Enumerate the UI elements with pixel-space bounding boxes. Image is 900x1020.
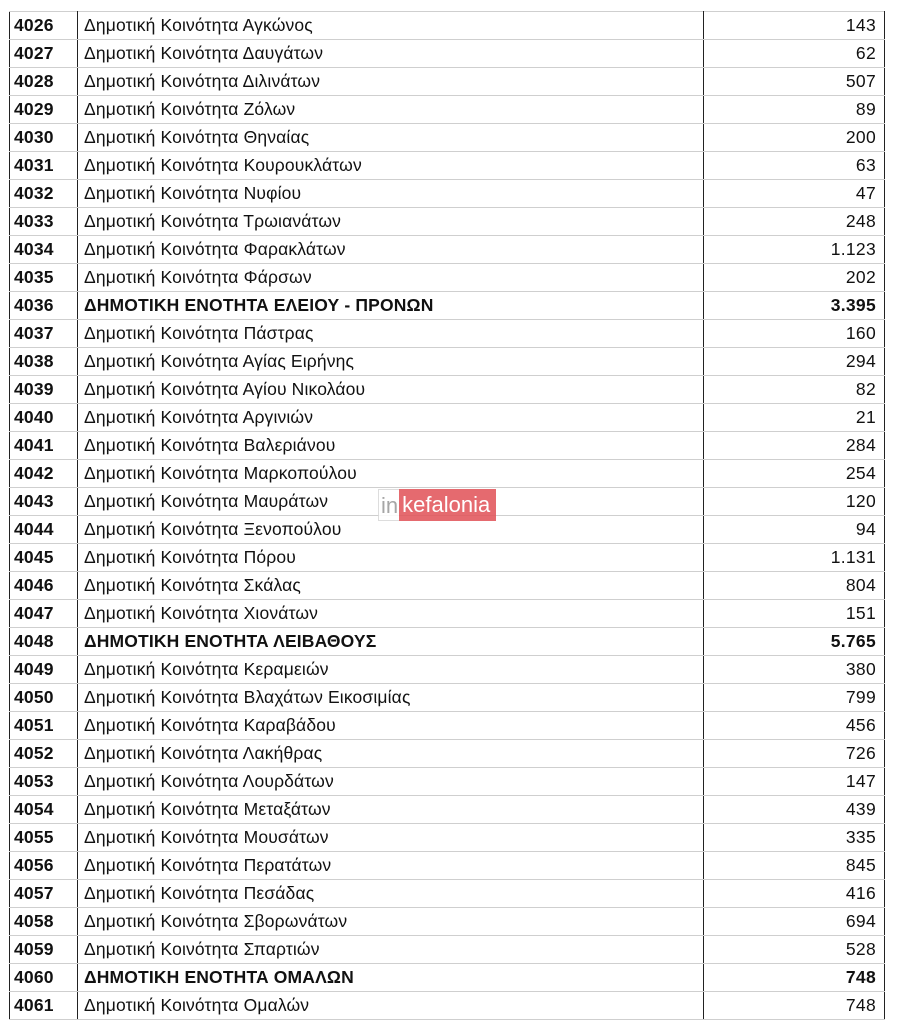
- population-value: 21: [704, 404, 885, 432]
- row-code: 4049: [10, 656, 78, 684]
- row-code: 4057: [10, 880, 78, 908]
- table-row: [10, 880, 885, 908]
- population-value: 89: [704, 96, 885, 124]
- population-value: 335: [704, 824, 885, 852]
- row-code: 4047: [10, 600, 78, 628]
- row-code: 4035: [10, 264, 78, 292]
- table-row: [10, 908, 885, 936]
- table-row: [10, 40, 885, 68]
- row-code: 4059: [10, 936, 78, 964]
- row-code: 4060: [10, 964, 78, 992]
- table-row: [10, 712, 885, 740]
- community-name: Δημοτική Κοινότητα Ζόλων: [78, 96, 704, 124]
- population-value: 151: [704, 600, 885, 628]
- section-name: ΔΗΜΟΤΙΚΗ ΕΝΟΤΗΤΑ ΛΕΙΒΑΘΟΥΣ: [78, 628, 704, 656]
- table-row: [10, 124, 885, 152]
- population-value: 507: [704, 68, 885, 96]
- community-name: Δημοτική Κοινότητα Θηναίας: [78, 124, 704, 152]
- row-code: 4027: [10, 40, 78, 68]
- community-name: Δημοτική Κοινότητα Κουρουκλάτων: [78, 152, 704, 180]
- population-value: 120: [704, 488, 885, 516]
- section-total-row: [10, 628, 885, 656]
- community-name: Δημοτική Κοινότητα Σκάλας: [78, 572, 704, 600]
- table-row: [10, 824, 885, 852]
- row-code: 4053: [10, 768, 78, 796]
- watermark-brand: kefalonia: [399, 489, 496, 521]
- community-name: Δημοτική Κοινότητα Διλινάτων: [78, 68, 704, 96]
- table-row: [10, 656, 885, 684]
- row-code: 4038: [10, 348, 78, 376]
- population-value: 200: [704, 124, 885, 152]
- table-row: [10, 152, 885, 180]
- population-value: 143: [704, 12, 885, 40]
- community-name: Δημοτική Κοινότητα Βλαχάτων Εικοσιμίας: [78, 684, 704, 712]
- section-name: ΔΗΜΟΤΙΚΗ ΕΝΟΤΗΤΑ ΟΜΑΛΩΝ: [78, 964, 704, 992]
- community-name: Δημοτική Κοινότητα Πόρου: [78, 544, 704, 572]
- row-code: 4028: [10, 68, 78, 96]
- row-code: 4044: [10, 516, 78, 544]
- community-name: Δημοτική Κοινότητα Μαρκοπούλου: [78, 460, 704, 488]
- row-code: 4036: [10, 292, 78, 320]
- watermark-prefix: in: [378, 489, 399, 521]
- population-value: 726: [704, 740, 885, 768]
- row-code: 4046: [10, 572, 78, 600]
- row-code: 4039: [10, 376, 78, 404]
- row-code: 4034: [10, 236, 78, 264]
- table-row: [10, 992, 885, 1020]
- community-name: Δημοτική Κοινότητα Σβορωνάτων: [78, 908, 704, 936]
- table-row: [10, 544, 885, 572]
- population-value: 845: [704, 852, 885, 880]
- population-value: 284: [704, 432, 885, 460]
- table-row: [10, 796, 885, 824]
- table-row: [10, 768, 885, 796]
- row-code: 4048: [10, 628, 78, 656]
- row-code: 4054: [10, 796, 78, 824]
- row-code: 4026: [10, 12, 78, 40]
- community-name: Δημοτική Κοινότητα Περατάτων: [78, 852, 704, 880]
- population-value: 1.123: [704, 236, 885, 264]
- community-name: Δημοτική Κοινότητα Σπαρτιών: [78, 936, 704, 964]
- row-code: 4030: [10, 124, 78, 152]
- population-value: 47: [704, 180, 885, 208]
- row-code: 4043: [10, 488, 78, 516]
- table-row: [10, 852, 885, 880]
- community-name: Δημοτική Κοινότητα Δαυγάτων: [78, 40, 704, 68]
- table-row: [10, 236, 885, 264]
- population-value: 94: [704, 516, 885, 544]
- table-row: [10, 600, 885, 628]
- population-value: 748: [704, 992, 885, 1020]
- population-value: 439: [704, 796, 885, 824]
- population-value: 694: [704, 908, 885, 936]
- population-value: 82: [704, 376, 885, 404]
- section-total-row: [10, 964, 885, 992]
- community-name: Δημοτική Κοινότητα Φαρακλάτων: [78, 236, 704, 264]
- row-code: 4029: [10, 96, 78, 124]
- population-value: 202: [704, 264, 885, 292]
- population-value: 456: [704, 712, 885, 740]
- table-row: [10, 12, 885, 40]
- table-row: [10, 432, 885, 460]
- community-name: Δημοτική Κοινότητα Αγίας Ειρήνης: [78, 348, 704, 376]
- table-row: [10, 320, 885, 348]
- row-code: 4033: [10, 208, 78, 236]
- row-code: 4050: [10, 684, 78, 712]
- community-name: Δημοτική Κοινότητα Λουρδάτων: [78, 768, 704, 796]
- population-value: 63: [704, 152, 885, 180]
- community-name: Δημοτική Κοινότητα Μαυράτων: [78, 488, 704, 516]
- row-code: 4061: [10, 992, 78, 1020]
- community-name: Δημοτική Κοινότητα Τρωιανάτων: [78, 208, 704, 236]
- community-name: Δημοτική Κοινότητα Καραβάδου: [78, 712, 704, 740]
- community-name: Δημοτική Κοινότητα Λακήθρας: [78, 740, 704, 768]
- population-value: 416: [704, 880, 885, 908]
- inkefalonia-watermark-logo: [378, 489, 496, 521]
- table-row: [10, 180, 885, 208]
- population-value: 160: [704, 320, 885, 348]
- population-value: 799: [704, 684, 885, 712]
- row-code: 4055: [10, 824, 78, 852]
- row-code: 4051: [10, 712, 78, 740]
- community-name: Δημοτική Κοινότητα Μεταξάτων: [78, 796, 704, 824]
- row-code: 4058: [10, 908, 78, 936]
- population-value: 254: [704, 460, 885, 488]
- community-name: Δημοτική Κοινότητα Νυφίου: [78, 180, 704, 208]
- section-population-total: 5.765: [704, 628, 885, 656]
- community-name: Δημοτική Κοινότητα Ομαλών: [78, 992, 704, 1020]
- table-row: [10, 348, 885, 376]
- population-value: 1.131: [704, 544, 885, 572]
- population-value: 62: [704, 40, 885, 68]
- table-row: [10, 208, 885, 236]
- row-code: 4052: [10, 740, 78, 768]
- community-name: Δημοτική Κοινότητα Αγκώνος: [78, 12, 704, 40]
- community-name: Δημοτική Κοινότητα Βαλεριάνου: [78, 432, 704, 460]
- table-row: [10, 460, 885, 488]
- row-code: 4042: [10, 460, 78, 488]
- section-total-row: [10, 292, 885, 320]
- table-row: [10, 264, 885, 292]
- row-code: 4056: [10, 852, 78, 880]
- row-code: 4040: [10, 404, 78, 432]
- community-name: Δημοτική Κοινότητα Φάρσων: [78, 264, 704, 292]
- row-code: 4045: [10, 544, 78, 572]
- table-row: [10, 404, 885, 432]
- community-name: Δημοτική Κοινότητα Χιονάτων: [78, 600, 704, 628]
- table-row: [10, 684, 885, 712]
- section-population-total: 748: [704, 964, 885, 992]
- population-value: 147: [704, 768, 885, 796]
- row-code: 4031: [10, 152, 78, 180]
- population-value: 294: [704, 348, 885, 376]
- row-code: 4032: [10, 180, 78, 208]
- row-code: 4041: [10, 432, 78, 460]
- community-name: Δημοτική Κοινότητα Πεσάδας: [78, 880, 704, 908]
- community-name: Δημοτική Κοινότητα Πάστρας: [78, 320, 704, 348]
- population-value: 380: [704, 656, 885, 684]
- table-row: [10, 936, 885, 964]
- table-row: [10, 376, 885, 404]
- population-value: 804: [704, 572, 885, 600]
- section-population-total: 3.395: [704, 292, 885, 320]
- community-name: Δημοτική Κοινότητα Αγίου Νικολάου: [78, 376, 704, 404]
- community-name: Δημοτική Κοινότητα Αργινιών: [78, 404, 704, 432]
- population-value: 248: [704, 208, 885, 236]
- table-row: [10, 96, 885, 124]
- community-name: Δημοτική Κοινότητα Μουσάτων: [78, 824, 704, 852]
- table-row: [10, 572, 885, 600]
- community-name: Δημοτική Κοινότητα Ξενοπούλου: [78, 516, 704, 544]
- table-row: [10, 68, 885, 96]
- section-name: ΔΗΜΟΤΙΚΗ ΕΝΟΤΗΤΑ ΕΛΕΙΟΥ - ΠΡΟΝΩΝ: [78, 292, 704, 320]
- population-value: 528: [704, 936, 885, 964]
- table-row: [10, 740, 885, 768]
- row-code: 4037: [10, 320, 78, 348]
- community-name: Δημοτική Κοινότητα Κεραμειών: [78, 656, 704, 684]
